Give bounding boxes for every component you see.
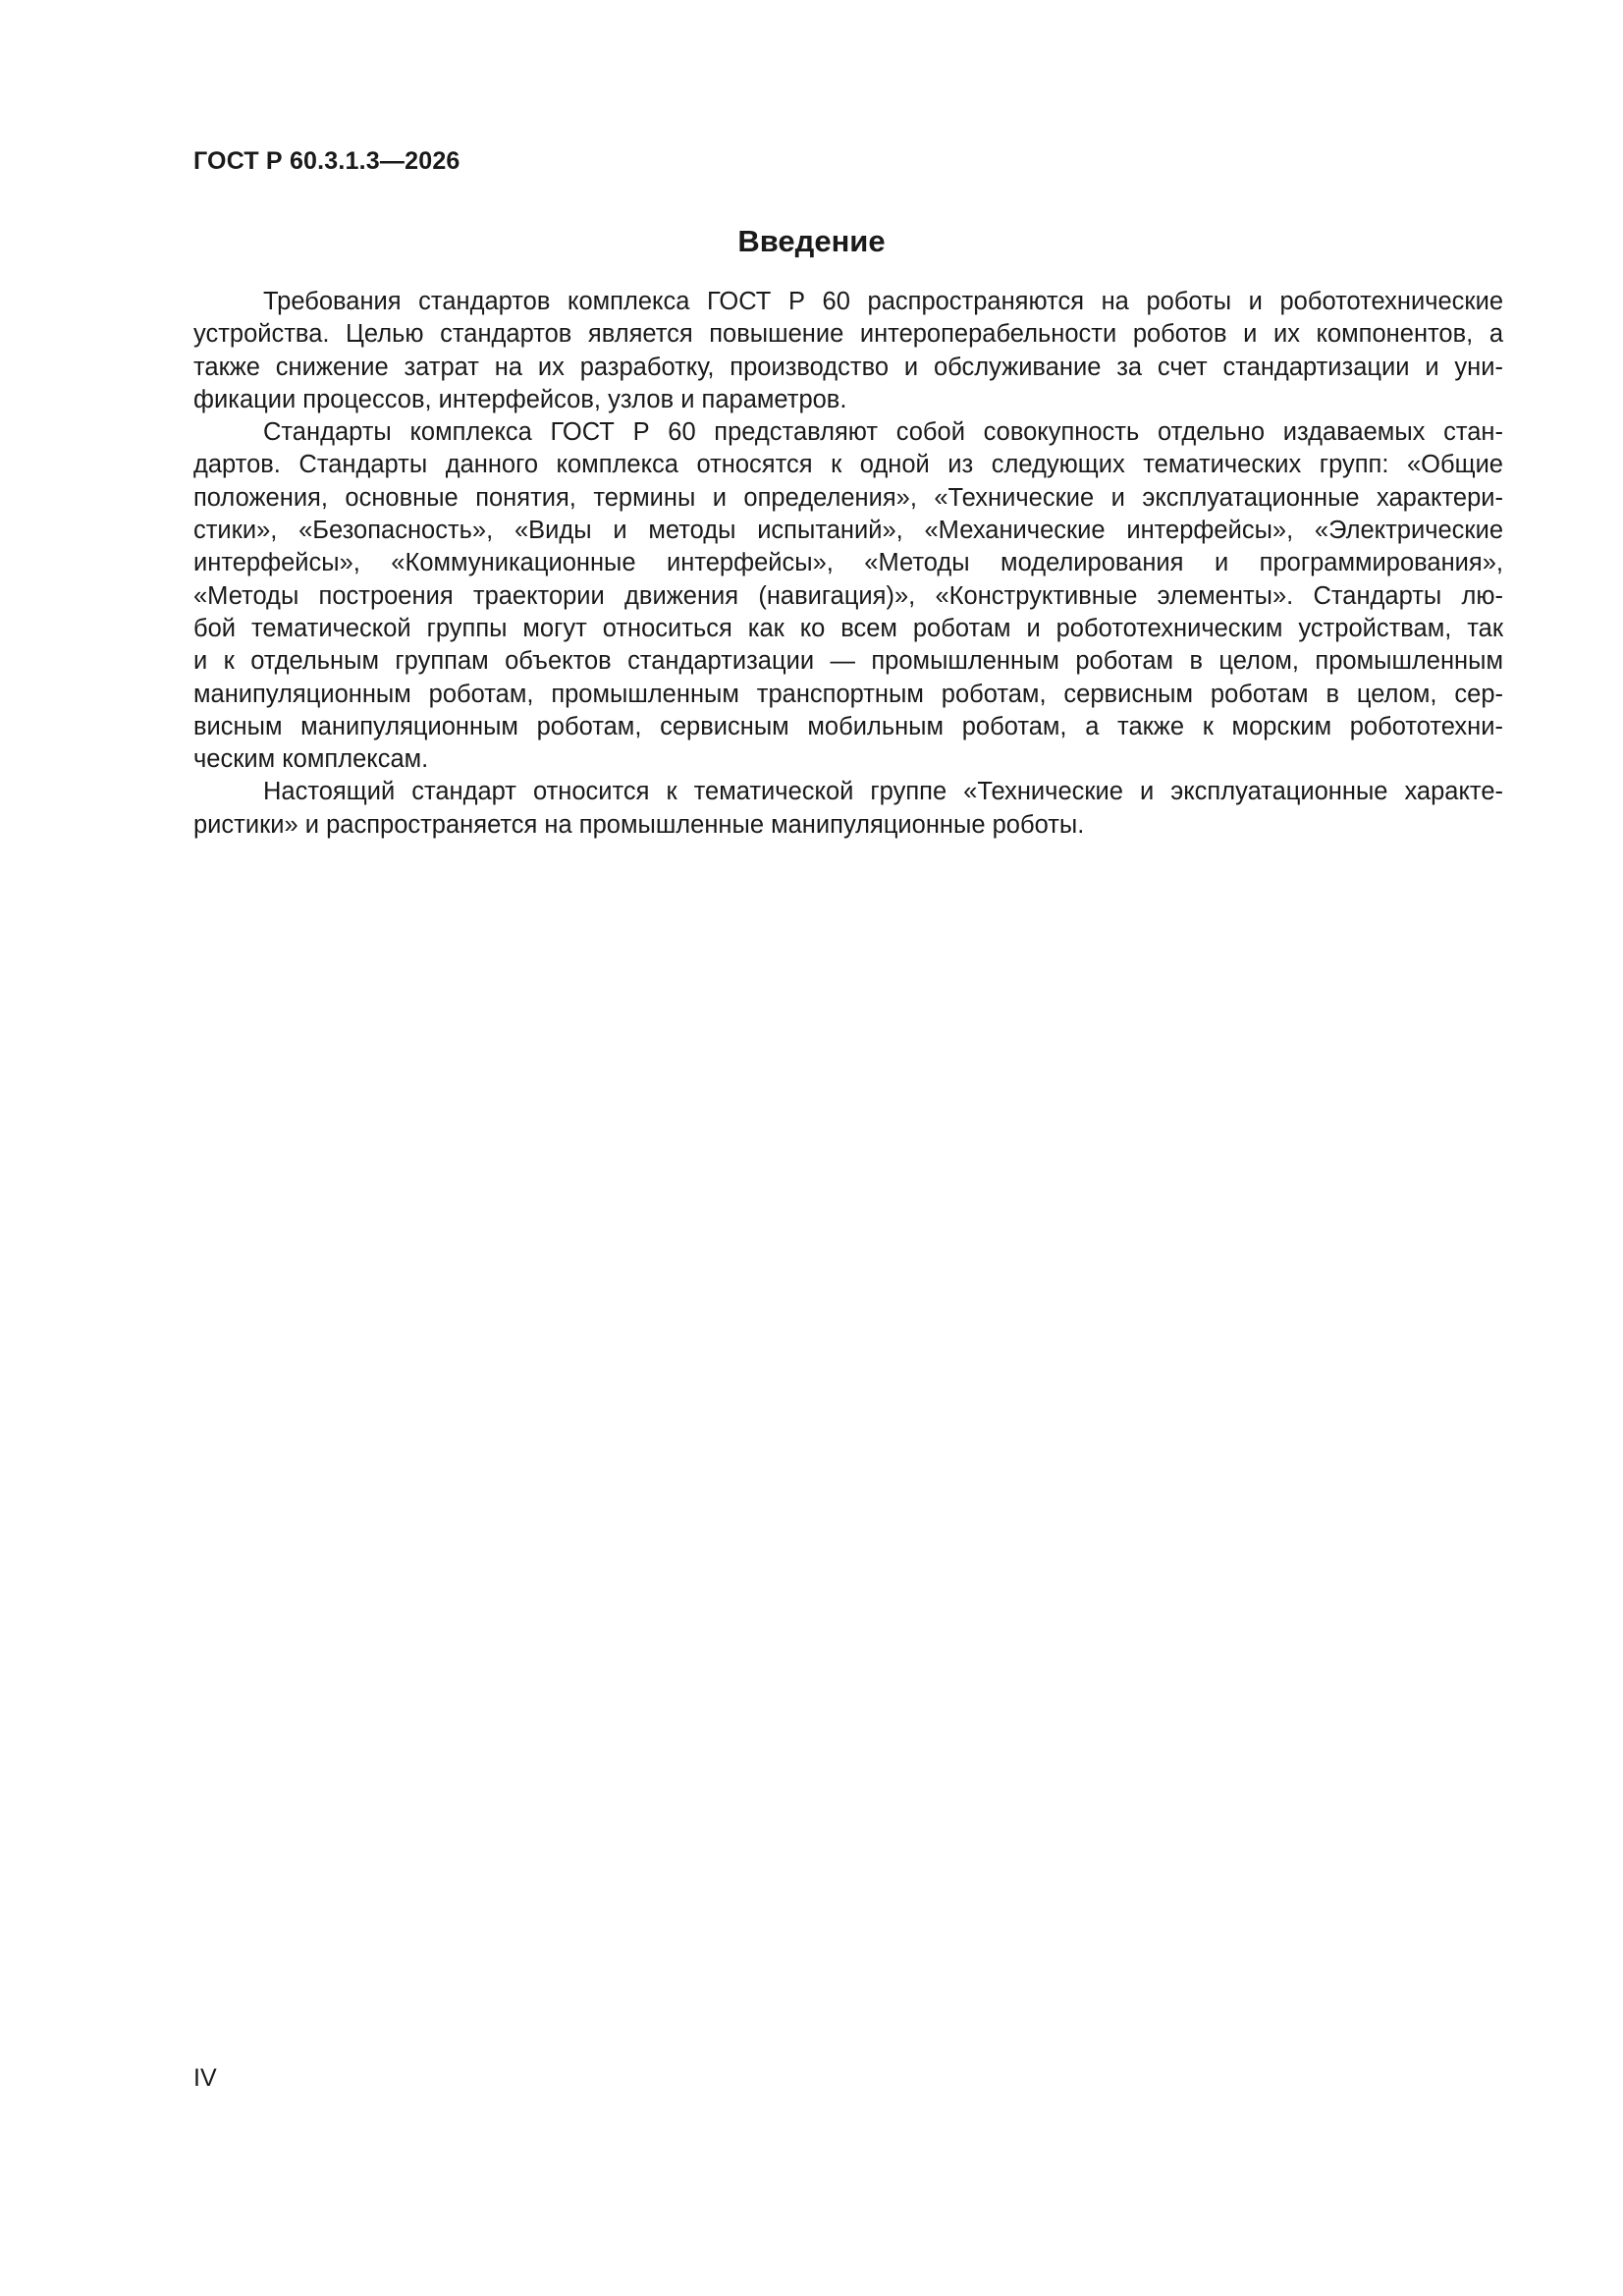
- paragraph-1: [193, 286, 1503, 416]
- page-number: IV: [193, 2064, 217, 2092]
- text-line: фикации процессов, интерфейсов, узлов и параметров.: [193, 385, 847, 413]
- text-line: Стандарты комплекса ГОСТ Р 60 представляют собой совокупность отдельно издаваемых стан-: [263, 418, 1503, 447]
- text-line: манипуляционным роботам, промышленным транспортным роботам, сервисным роботам в целом, сер-: [193, 680, 1503, 708]
- text-line: «Методы построения траектории движения (навигация)», «Конструктивные элементы». Стандарты лю-: [193, 581, 1503, 610]
- text-line: висным манипуляционным роботам, сервисным мобильным роботам, а также к морским робототехни-: [193, 712, 1503, 740]
- text-line: устройства. Целью стандартов является повышение интероперабельности роботов и их компонентов, а: [193, 320, 1503, 349]
- text-line: также снижение затрат на их разработку, производство и обслуживание за счет стандартизации и уни-: [193, 353, 1503, 381]
- text-line: интерфейсы», «Коммуникационные интерфейсы», «Методы моделирования и программирования»,: [193, 549, 1503, 577]
- text-line: ристики» и распространяется на промышленные манипуляционные роботы.: [193, 810, 1085, 839]
- body-text: [193, 286, 1503, 842]
- document-code: ГОСТ Р 60.3.1.3—2026: [193, 147, 460, 175]
- text-line: дартов. Стандарты данного комплекса относятся к одной из следующих тематических групп: «Общие: [193, 451, 1503, 479]
- text-line: положения, основные понятия, термины и определения», «Технические и эксплуатационные характери-: [193, 483, 1503, 512]
- paragraph-3: [193, 776, 1503, 842]
- text-line: бой тематической группы могут относиться как ко всем роботам и робототехническим устройствам, так: [193, 614, 1503, 642]
- paragraph-2: [193, 416, 1503, 776]
- text-line: ческим комплексам.: [193, 745, 429, 774]
- text-line: стики», «Безопасность», «Виды и методы испытаний», «Механические интерфейсы», «Электрические: [193, 517, 1503, 545]
- text-line: и к отдельным группам объектов стандартизации — промышленным роботам в целом, промышленным: [193, 647, 1503, 676]
- section-title: Введение: [737, 224, 886, 258]
- text-line: Требования стандартов комплекса ГОСТ Р 60 распространяются на роботы и робототехнические: [263, 288, 1503, 315]
- text-line: Настоящий стандарт относится к тематической группе «Технические и эксплуатационные характе-: [263, 778, 1503, 806]
